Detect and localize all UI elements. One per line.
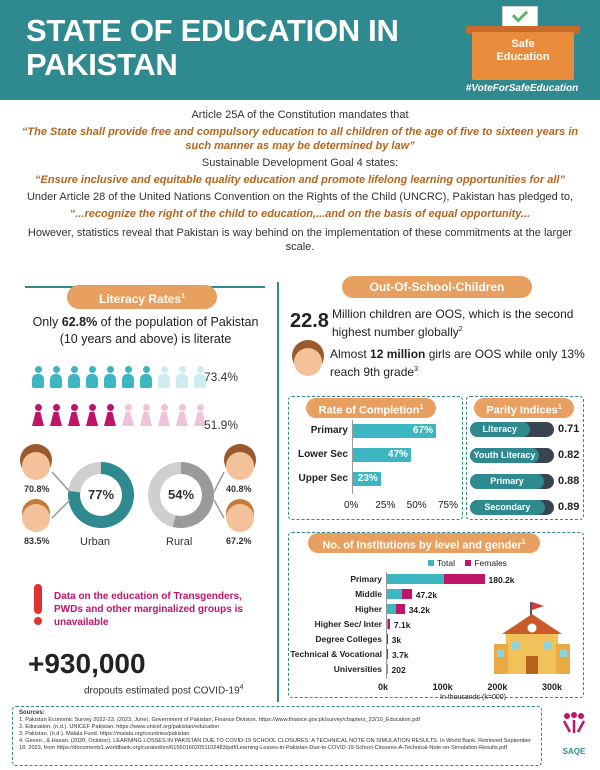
ballot-label — [472, 38, 574, 64]
parity-bar-label: Primary — [470, 474, 544, 489]
urban-label: Urban — [80, 536, 110, 548]
institutions-ref: 1 — [521, 539, 526, 546]
parity-heading-text: Parity Indices — [486, 404, 558, 417]
parity-bar — [470, 422, 554, 437]
ballot-label-line1: Safe — [511, 38, 535, 50]
oos-girls-pre: Almost — [330, 347, 371, 361]
institution-category-label: Higher — [355, 604, 382, 614]
institution-value-label: 34.2k — [408, 605, 430, 615]
institution-value-label: 202 — [391, 665, 406, 675]
header-banner — [0, 0, 600, 100]
institution-value-label: 180.2k — [488, 575, 515, 585]
hashtag: #VoteForSafeEducation — [465, 83, 579, 94]
oos-girls-text — [330, 346, 585, 380]
oos-text-main: Million children are OOS, which is the second highest number globally — [332, 307, 574, 339]
person-figure — [120, 404, 136, 426]
rural-donut-value: 54% — [160, 474, 202, 516]
completion-tick-label: 50% — [406, 500, 427, 511]
rural-girl-pct: 40.8% — [226, 484, 252, 494]
dropouts-ref: 4 — [239, 684, 244, 691]
literacy-ref: 1 — [181, 293, 185, 300]
source-item: 4. Geven., & Hasan. (2020, October). LEARNING LOSSES IN PAKISTAN DUE TO COVID-19 SCHOOL CLOSURES: A TECHNICAL NOTE ON SIMULATION RESULTS. In World Bank. Retrieved September 18, 2023, from https://documents1.worldbank.org/curated/en/615601602051102483/pdf/Learning-Losses-in-Pakistan-Due-to-COVID-19-School-Closures-A-Technical-Note-on-Simulation-Results.pdf — [19, 738, 531, 751]
institution-tick-label: 100k — [432, 682, 453, 692]
rural-label: Rural — [166, 536, 193, 548]
institution-category-label: Higher Sec/ Inter — [314, 619, 382, 629]
urban-boy-avatar — [22, 504, 50, 532]
institutions-unit: In thousands (k=000) — [440, 694, 506, 701]
institution-value-label: 3k — [391, 635, 402, 645]
completion-category-label: Upper Sec — [298, 473, 348, 484]
institution-female-bar — [396, 604, 404, 614]
person-figure — [120, 366, 136, 388]
person-figure — [102, 404, 118, 426]
person-figure — [138, 404, 154, 426]
institution-female-bar — [402, 589, 412, 599]
oos-girls-bold: 12 million — [370, 347, 426, 361]
parity-bar-label: Secondary — [470, 500, 545, 515]
completion-category-label: Lower Sec — [297, 449, 348, 460]
literacy-heading — [67, 285, 217, 309]
person-figure — [174, 366, 190, 388]
institution-tick-label: 300k — [542, 682, 563, 692]
completion-tick-label: 75% — [438, 500, 459, 511]
sources-title: Sources: — [19, 710, 45, 716]
intro-quote-1: “The State shall provide free and compulsory education to all children of the age of five to sixteen years in such manner as may be determined by law” — [21, 126, 579, 152]
parity-heading — [474, 398, 574, 418]
legend-total: Total — [437, 558, 455, 568]
institution-female-bar — [388, 619, 390, 629]
person-figure — [156, 404, 172, 426]
oos-number: 22.8 — [290, 310, 329, 332]
source-item: 3. Pakistan. (n.d.). Malala Fund. https://malala.org/countries/pakistan — [19, 731, 190, 737]
institution-female-bar — [387, 649, 388, 659]
warning-text: Data on the education of Transgenders, PWDs and other marginalized groups is unavailable — [54, 591, 243, 628]
intro-quote-3: “...recognize the right of the child to education,...and on the basis of equal opportunity... — [69, 208, 531, 220]
oos-girl-avatar — [294, 348, 322, 376]
literacy-text-bold: 62.8% — [61, 315, 98, 329]
parity-value: 0.89 — [558, 501, 580, 513]
institutions-heading — [308, 533, 540, 553]
person-figure — [84, 366, 100, 388]
person-figure — [66, 404, 82, 426]
institutions-heading-text: No. of Institutions by level and gender — [322, 539, 522, 552]
intro-line-4: However, statistics reveal that Pakistan is way behind on the implementation of these commitments at the larger scale. — [27, 227, 573, 253]
parity-value: 0.71 — [558, 423, 580, 435]
literacy-heading-text: Literacy Rates — [99, 292, 182, 306]
completion-ref: 1 — [419, 404, 424, 411]
parity-bar — [470, 448, 554, 463]
urban-donut-value: 77% — [80, 474, 122, 516]
person-figure — [30, 404, 46, 426]
oos-girls-ref: 3 — [414, 366, 418, 373]
rural-boy-pct: 67.2% — [226, 536, 252, 546]
institutions-legend — [420, 558, 507, 568]
institution-category-label: Technical & Vocational — [290, 649, 382, 659]
sources-box — [12, 706, 542, 766]
saqe-logo — [554, 712, 594, 764]
literacy-summary — [28, 314, 263, 348]
saqe-logo-name: SAQE — [562, 747, 586, 756]
literacy-text-pre: Only — [32, 315, 62, 329]
oos-heading-text: Out-Of-School-Children — [369, 280, 505, 294]
urban-girl-avatar — [22, 452, 50, 480]
source-item: 1. Pakistan Economic Survey 2022-23. (2023, June). Government of Pakistan, Finance Division. https://www.finance.gov.pk/survey/chapters_23/10_Education.pdf — [19, 717, 420, 723]
institution-value-label: 47.2k — [415, 590, 438, 600]
parity-bar-label: Youth Literacy — [470, 448, 539, 463]
person-figure — [48, 404, 64, 426]
parity-bar-label: Literacy — [470, 422, 530, 437]
oos-heading — [342, 276, 532, 298]
warning-icon — [30, 584, 46, 626]
connector-lines — [48, 466, 238, 526]
ballot-label-line2: Education — [496, 51, 550, 63]
completion-bar: 23% — [352, 472, 381, 486]
person-figure — [138, 366, 154, 388]
column-divider — [277, 282, 279, 702]
literacy-text-post: of the population of Pakistan (10 years and above) is literate — [59, 315, 259, 346]
urban-boy-pct: 83.5% — [24, 536, 50, 546]
parity-bar — [470, 474, 554, 489]
institution-tick-label: 200k — [487, 682, 508, 692]
female-people-row — [30, 404, 208, 426]
institution-value-label: 7.1k — [393, 620, 411, 630]
completion-axis — [352, 420, 353, 494]
legend-females: Females — [474, 558, 507, 568]
saqe-logo-icon — [561, 712, 587, 734]
intro-quote-2: “Ensure inclusive and equitable quality education and promote lifelong learning opportunities for all” — [35, 174, 565, 186]
completion-bar: 47% — [352, 448, 411, 462]
dropouts-text: dropouts estimated post COVID-19 — [84, 685, 240, 697]
source-item: 2. Education. (n.d.). UNICEF Pakistan. https://www.unicef.org/pakistan/education — [19, 724, 220, 730]
institution-value-label: 3.7k — [392, 650, 409, 660]
female-literacy-pct: 51.9% — [204, 418, 239, 432]
completion-tick-label: 0% — [344, 500, 359, 511]
institution-axis — [386, 572, 387, 679]
oos-girls-post: girls are OOS while only 13% reach 9th grade — [330, 347, 585, 379]
oos-text — [332, 306, 582, 340]
parity-bar — [470, 500, 554, 515]
person-figure — [48, 366, 64, 388]
completion-bar: 67% — [352, 424, 436, 438]
urban-girl-pct: 70.8% — [24, 484, 50, 494]
legend-females-swatch — [465, 560, 471, 566]
school-building-icon — [492, 600, 572, 678]
person-figure — [84, 404, 100, 426]
parity-value: 0.88 — [558, 475, 580, 487]
person-figure — [102, 366, 118, 388]
person-figure — [156, 366, 172, 388]
intro-section — [20, 108, 580, 257]
page-title: STATE OF EDUCATION IN PAKISTAN — [26, 13, 399, 82]
parity-value: 0.82 — [558, 449, 580, 461]
completion-tick-label: 25% — [375, 500, 396, 511]
completion-category-label: Primary — [310, 425, 348, 436]
person-figure — [30, 366, 46, 388]
institution-tick-label: 0k — [378, 682, 389, 692]
oos-ref: 2 — [458, 326, 463, 333]
institution-category-label: Degree Colleges — [315, 634, 382, 644]
institution-category-label: Middle — [355, 589, 382, 599]
intro-line-1: Article 25A of the Constitution mandates that — [191, 109, 409, 121]
intro-line-2: Sustainable Development Goal 4 states: — [201, 157, 399, 169]
completion-heading-text: Rate of Completion — [318, 404, 420, 417]
institution-category-label: Universities — [333, 664, 382, 674]
institution-female-bar — [444, 574, 485, 584]
parity-ref: 1 — [557, 404, 562, 411]
dropouts-number: +930,000 — [28, 648, 146, 679]
person-figure — [66, 366, 82, 388]
completion-heading — [306, 398, 436, 418]
dropouts-caption — [84, 684, 244, 696]
legend-total-swatch — [428, 560, 434, 566]
person-figure — [174, 404, 190, 426]
male-people-row — [30, 366, 208, 388]
male-literacy-pct: 73.4% — [204, 370, 239, 384]
institution-category-label: Primary — [350, 574, 382, 584]
intro-line-3: Under Article 28 of the United Nations Convention on the Rights of the Child (UNCRC), Pakistan has pledged to, — [26, 191, 573, 203]
